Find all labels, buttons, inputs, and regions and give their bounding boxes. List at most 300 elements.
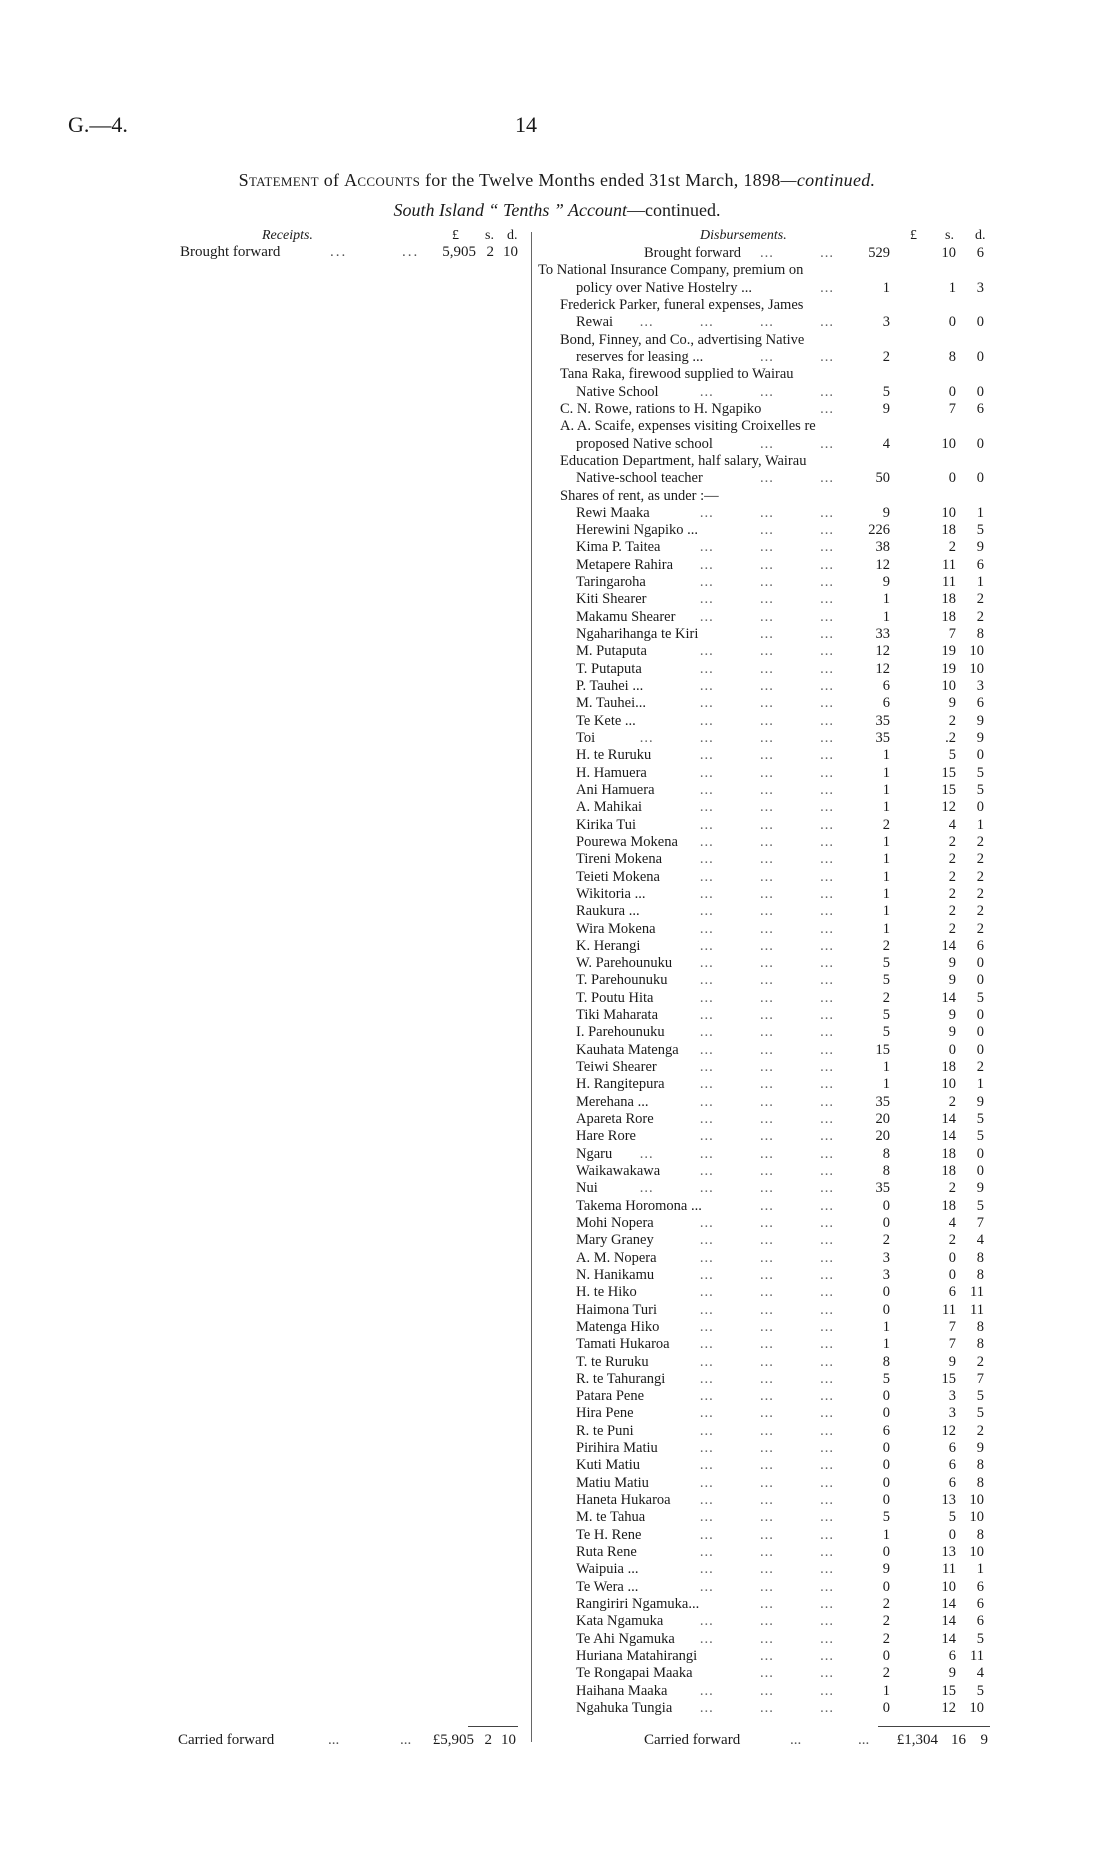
disbursement-name: Matenga Hiko [576,1318,660,1335]
disbursement-name: Tamati Hukaroa [576,1336,670,1353]
disbursement-shillings: 13 [941,1544,956,1560]
disbursement-shillings: 9 [948,1024,956,1041]
disbursement-pounds: 2 [882,989,890,1006]
disbursement-row [538,1267,994,1284]
disbursement-pence: 0 [976,470,984,487]
disbursement-row [538,1527,994,1544]
disbursement-row [538,1613,994,1630]
disbursement-pence: 0 [976,435,984,452]
disbursement-pounds: 5 [882,1007,890,1024]
leader-dots: ... ... ... [699,1249,834,1266]
leader-dots: ... ... [760,1197,834,1214]
disbursement-pounds: 1 [882,1059,890,1075]
leader-dots: ... ... ... [699,1492,834,1508]
leader-dots: ... ... ... [699,1405,834,1422]
disbursement-shillings: 2 [948,1232,956,1249]
disbursement-shillings: 13 [941,1492,956,1508]
disbursement-pounds: 1 [882,279,890,296]
disbursement-name: Tana Raka, firewood supplied to Wairau [560,366,794,383]
disbursement-name: A. M. Nopera [576,1249,657,1266]
disbursement-pounds: 2 [882,1630,890,1647]
disbursement-shillings: 6 [948,1474,956,1491]
disbursement-shillings: 14 [941,1613,956,1630]
disbursement-shillings: 9 [948,1665,956,1682]
disbursement-pounds: 1 [882,833,890,850]
disbursement-shillings: 7 [948,1336,956,1353]
disbursement-row [538,1354,994,1371]
disbursement-row [538,1007,994,1024]
disbursement-name: Te Ahi Ngamuka [576,1630,675,1647]
disbursement-shillings: 14 [941,1128,956,1145]
leader-dots: ... ... ... [699,937,834,954]
leader-dots: ... [402,244,420,260]
leader-dots: ... ... ... [699,1699,834,1716]
disbursement-shillings: 15 [941,1682,956,1699]
leader-dots: ... ... ... [699,1544,834,1560]
disbursement-pence: 0 [976,383,984,400]
disbursement-pounds: 5 [882,972,890,989]
document-code: G.—4. [68,112,128,137]
disbursement-name: proposed Native school [576,435,713,452]
disbursement-row [538,869,994,886]
disbursement-shillings: 9 [948,1007,956,1024]
disbursement-shillings: 6 [948,1284,956,1301]
leader-dots: ... ... ... [699,1578,834,1595]
disbursement-row [538,522,994,539]
disbursement-name: Frederick Parker, funeral expenses, James [560,297,804,313]
disbursement-pounds: 3 [882,314,890,331]
disbursement-row [538,1457,994,1474]
disbursement-name: Toi [576,730,596,746]
subtitle-continued: —continued. [627,200,721,220]
disbursement-row [538,1198,994,1215]
disbursement-name: Mohi Nopera [576,1214,654,1231]
disbursement-pence: 6 [976,400,984,417]
disbursement-pounds: 2 [882,1665,890,1682]
disbursement-row [538,1509,994,1526]
disbursement-pence: 5 [976,522,984,539]
leader-dots: ... ... ... [699,1318,834,1335]
disbursement-pounds: 0 [882,1214,890,1231]
disbursement-row [538,1146,994,1163]
disbursement-shillings: 5 [948,747,956,764]
disbursement-shillings: 2 [948,833,956,850]
leader-dots: ... [328,1732,340,1748]
disbursement-name: Haimona Turi [576,1301,657,1318]
receipts-carried-forward-pence: 10 [501,1732,516,1748]
disbursement-row [538,436,994,453]
leader-dots: ... ... ... [699,712,834,729]
disbursement-name: A. Mahikai [576,799,643,816]
disbursement-shillings: 7 [948,626,956,642]
disbursement-row [538,938,994,955]
disbursement-pounds: 0 [882,1647,890,1664]
disbursement-row [538,539,994,556]
leader-dots: ... ... ... [699,1630,834,1647]
disbursement-pence: 1 [976,1561,984,1578]
disbursement-shillings: 9 [948,1353,956,1370]
disbursement-pence: 5 [976,1682,984,1699]
disbursement-row [538,349,994,366]
disbursement-name: Kauhata Matenga [576,1041,679,1058]
disbursement-row [538,470,994,487]
disbursement-pounds: 3 [882,1266,890,1283]
disbursement-pence: 2 [976,885,984,902]
disbursement-pence: 0 [976,348,984,365]
disbursement-shillings: 0 [948,1266,956,1283]
disbursement-pounds: 35 [875,730,890,746]
receipts-unit-pence: d. [507,228,518,243]
receipts-total-rule [468,1726,518,1727]
disbursement-row [538,1492,994,1509]
disbursement-name: K. Herangi [576,937,641,954]
disbursement-name: Hira Pene [576,1405,634,1422]
disbursement-name: Haneta Hukaroa [576,1492,671,1508]
disbursement-pence: 1 [976,1076,984,1093]
disbursement-name: T. Parehounuku [576,972,668,989]
disbursement-row [538,418,994,435]
disbursement-pounds: 0 [882,1457,890,1474]
disbursement-pence: 1 [976,816,984,833]
leader-dots: ... ... [760,245,834,261]
disbursement-pence: 7 [976,1214,984,1231]
disbursement-pence: 0 [976,1007,984,1024]
disbursement-pounds: 1 [882,591,890,608]
leader-dots: ... ... ... [699,1041,834,1058]
disbursement-pounds: 1 [882,781,890,798]
disbursement-pence: 2 [976,1353,984,1370]
disbursement-pounds: 1 [882,920,890,937]
leader-dots: ... [400,1732,412,1748]
disbursement-name: Ruta Rene [576,1544,637,1560]
disbursement-pence: 10 [969,643,984,660]
disbursement-name: To National Insurance Company, premium on [538,262,804,279]
disbursement-row [538,1024,994,1041]
disbursement-row [538,903,994,920]
disbursement-pence: 11 [970,1284,984,1301]
leader-dots: ... ... ... [699,1214,834,1231]
disbursements-unit-shillings: s. [945,228,954,243]
leader-dots: ... ... ... ... [639,730,834,746]
disbursement-name: Merehana ... [576,1093,649,1110]
receipts-unit-pounds: £ [452,228,459,243]
leader-dots: ... ... ... [699,1093,834,1110]
disbursement-shillings: 1 [948,279,956,296]
disbursement-shillings: 6 [948,1457,956,1474]
leader-dots: ... [820,279,834,296]
leader-dots: ... ... ... [699,1163,834,1179]
disbursement-pounds: 12 [875,556,890,573]
disbursement-pounds: 2 [882,1596,890,1612]
disbursement-row [538,695,994,712]
disbursement-pence: 0 [976,1024,984,1041]
disbursement-row [538,245,994,262]
disbursement-pence: 5 [976,1197,984,1214]
disbursement-row [538,1302,994,1319]
disbursement-shillings: 14 [941,1111,956,1127]
disbursement-name: H. te Hiko [576,1284,637,1301]
disbursement-shillings: 18 [941,591,956,608]
disbursement-pounds: 5 [882,955,890,972]
disbursement-pounds: 5 [882,383,890,400]
disbursements-total-rule [878,1726,990,1727]
disbursement-pounds: 0 [882,1405,890,1422]
disbursement-shillings: 12 [941,1422,956,1439]
disbursement-row [538,661,994,678]
disbursement-row [538,297,994,314]
disbursement-pounds: 12 [875,643,890,660]
disbursement-row [538,713,994,730]
receipts-brought-forward-pounds: 5,905 [442,244,476,260]
disbursement-pounds: 9 [882,504,890,521]
disbursement-pounds: 1 [882,1076,890,1093]
disbursement-pounds: 5 [882,1509,890,1526]
disbursement-pounds: 2 [882,937,890,954]
leader-dots: ... ... ... [699,851,834,868]
disbursement-pounds: 1 [882,1318,890,1335]
disbursement-pence: 3 [976,678,984,694]
disbursement-name: Shares of rent, as under :— [560,487,719,504]
disbursement-pence: 0 [976,972,984,989]
disbursement-row [538,1371,994,1388]
disbursement-pounds: 0 [882,1544,890,1560]
disbursement-pounds: 0 [882,1492,890,1508]
disbursement-shillings: 14 [941,1596,956,1612]
disbursement-name: Ngahuka Tungia [576,1699,673,1716]
disbursement-name: I. Parehounuku [576,1024,665,1041]
disbursement-row [538,643,994,660]
title-continued: —continued. [780,170,876,190]
disbursement-pounds: 9 [882,574,890,591]
disbursement-pence: 2 [976,1059,984,1075]
disbursement-row [538,817,994,834]
disbursement-name: Nui [576,1180,598,1197]
disbursement-pence: 9 [976,1093,984,1110]
disbursement-pounds: 0 [882,1388,890,1405]
disbursement-name: Native-school teacher [576,470,703,487]
leader-dots: ... ... ... [699,781,834,798]
disbursement-pounds: 1 [882,799,890,816]
leader-dots: ... ... ... [699,747,834,764]
disbursement-pounds: 15 [875,1041,890,1058]
disbursement-shillings: 12 [941,1699,956,1716]
disbursement-pounds: 0 [882,1440,890,1457]
column-divider [531,232,532,1742]
disbursement-row [538,401,994,418]
leader-dots: ... ... [760,626,834,642]
disbursement-pence: 2 [976,851,984,868]
disbursement-shillings: 11 [942,1301,956,1318]
leader-dots: ... ... ... [699,1682,834,1699]
disbursement-pounds: 1 [882,851,890,868]
disbursement-name: Te H. Rene [576,1526,642,1543]
leader-dots: ... ... ... [699,1526,834,1543]
disbursement-shillings: 5 [948,1509,956,1526]
disbursement-pounds: 0 [882,1699,890,1716]
disbursement-name: Waikawakawa [576,1163,661,1179]
disbursement-name: R. te Tahurangi [576,1370,666,1387]
disbursement-name: M. te Tahua [576,1509,646,1526]
leader-dots: ... ... ... [699,1128,834,1145]
disbursement-row [538,1665,994,1682]
disbursement-name: Te Kete ... [576,712,636,729]
disbursement-pounds: 35 [875,712,890,729]
disbursement-row [538,1631,994,1648]
leader-dots: ... ... ... [699,972,834,989]
receipts-brought-forward-pence: 10 [503,244,518,260]
receipts-brought-forward-label: Brought forward [180,244,281,260]
leader-dots: ... ... [760,522,834,539]
disbursements-carried-forward-pounds: £1,304 [896,1732,938,1748]
disbursement-row [538,1336,994,1353]
disbursement-row [538,1250,994,1267]
disbursement-row [538,1215,994,1232]
disbursement-shillings: 14 [941,1630,956,1647]
disbursement-pence: 1 [976,574,984,591]
leader-dots: ... ... ... [699,1111,834,1127]
disbursement-shillings: 4 [948,1214,956,1231]
disbursement-shillings: 2 [948,851,956,868]
disbursement-pounds: 0 [882,1284,890,1301]
disbursement-pence: 5 [976,764,984,781]
disbursement-pounds: 2 [882,1232,890,1249]
disbursement-pence: 10 [969,1492,984,1508]
leader-dots: ... ... ... [699,1266,834,1283]
leader-dots: ... ... [760,1596,834,1612]
disbursement-pence: 0 [976,314,984,331]
disbursement-name: W. Parehounuku [576,955,673,972]
disbursement-shillings: 18 [941,522,956,539]
disbursement-pence: 0 [976,1145,984,1162]
disbursement-name: M. Tauhei... [576,695,647,712]
disbursement-pence: 6 [976,937,984,954]
disbursement-pence: 2 [976,920,984,937]
disbursement-pence: 6 [976,695,984,712]
page-number: 14 [515,112,537,137]
disbursement-row [538,1561,994,1578]
disbursement-shillings: 10 [941,435,956,452]
disbursement-pence: 6 [976,245,984,261]
disbursement-shillings: 15 [941,1370,956,1387]
disbursement-name: reserves for leasing ... [576,348,704,365]
disbursement-shillings: 3 [948,1405,956,1422]
disbursement-name: Apareta Rore [576,1111,654,1127]
leader-dots: ... ... ... [699,608,834,625]
disbursement-shillings: .2 [945,730,956,746]
disbursement-pounds: 20 [875,1111,890,1127]
disbursement-shillings: 2 [948,712,956,729]
disbursement-shillings: 18 [941,608,956,625]
disbursement-name: Brought forward [644,245,742,261]
disbursement-pence: 0 [976,1163,984,1179]
leader-dots: ... ... ... [699,955,834,972]
leader-dots: ... ... ... [699,539,834,556]
receipts-heading: Receipts. [262,228,313,243]
disbursement-row [538,1076,994,1093]
disbursement-pence: 4 [976,1665,984,1682]
disbursement-pence: 8 [976,1266,984,1283]
disbursement-row [538,1319,994,1336]
disbursement-name: P. Tauhei ... [576,678,644,694]
disbursement-name: H. te Ruruku [576,747,652,764]
disbursement-pence: 5 [976,1630,984,1647]
disbursement-row [538,384,994,401]
disbursement-row [538,730,994,747]
disbursement-name: Ngaru [576,1145,613,1162]
disbursement-row [538,1284,994,1301]
disbursement-shillings: 2 [948,868,956,885]
disbursement-row [538,453,994,470]
disbursement-pence: 6 [976,1578,984,1595]
leader-dots: ... ... ... ... [639,314,834,331]
disbursement-pence: 8 [976,1249,984,1266]
leader-dots: ... ... [760,1665,834,1682]
disbursement-name: Makamu Shearer [576,608,676,625]
leader-dots: ... ... ... [699,1024,834,1041]
disbursement-name: Pourewa Mokena [576,833,678,850]
leader-dots: ... ... ... [699,1370,834,1387]
receipts-carried-forward-pounds: £5,905 [432,1732,474,1748]
disbursement-shillings: 18 [941,1145,956,1162]
disbursement-pence: 5 [976,1405,984,1422]
disbursement-row [538,262,994,279]
disbursement-shillings: 11 [942,574,956,591]
disbursement-name: policy over Native Hostelry ... [576,279,752,296]
disbursement-pence: 10 [969,1509,984,1526]
leader-dots: ... ... ... [699,816,834,833]
disbursement-pounds: 50 [875,470,890,487]
disbursement-name: Kima P. Taitea [576,539,661,556]
disbursement-pence: 11 [970,1301,984,1318]
receipts-brought-forward-row [180,244,520,261]
leader-dots: ... ... [760,435,834,452]
disbursement-row [538,488,994,505]
disbursement-pence: 2 [976,1422,984,1439]
disbursement-row [538,990,994,1007]
disbursement-name: Matiu Matiu [576,1474,649,1491]
disbursement-pounds: 9 [882,1561,890,1578]
disbursement-row [538,1388,994,1405]
leader-dots: ... ... ... [699,1232,834,1249]
receipts-carried-forward-row [178,1732,523,1750]
disbursement-shillings: 2 [948,920,956,937]
disbursement-shillings: 6 [948,1440,956,1457]
disbursement-pence: 5 [976,1128,984,1145]
leader-dots: ... ... ... [699,833,834,850]
leader-dots: ... ... ... [699,504,834,521]
disbursement-pounds: 1 [882,903,890,920]
disbursement-row [538,765,994,782]
disbursement-name: Ani Hamuera [576,781,655,798]
leader-dots: ... ... ... [699,1284,834,1301]
disbursement-row [538,366,994,383]
disbursement-name: T. Putaputa [576,660,642,677]
disbursement-pence: 5 [976,1111,984,1127]
disbursements-heading: Disbursements. [700,228,787,243]
disbursement-shillings: 3 [948,1388,956,1405]
disbursement-name: M. Putaputa [576,643,647,660]
leader-dots: ... ... ... [699,799,834,816]
disbursement-row [538,280,994,297]
leader-dots: ... [820,400,834,417]
leader-dots: ... ... ... [699,1561,834,1578]
disbursement-name: Hare Rore [576,1128,636,1145]
disbursement-pounds: 35 [875,1180,890,1197]
receipts-brought-forward-shillings: 2 [486,244,494,260]
disbursement-row [538,782,994,799]
disbursement-pence: 5 [976,1388,984,1405]
disbursement-name: Tiki Maharata [576,1007,659,1024]
